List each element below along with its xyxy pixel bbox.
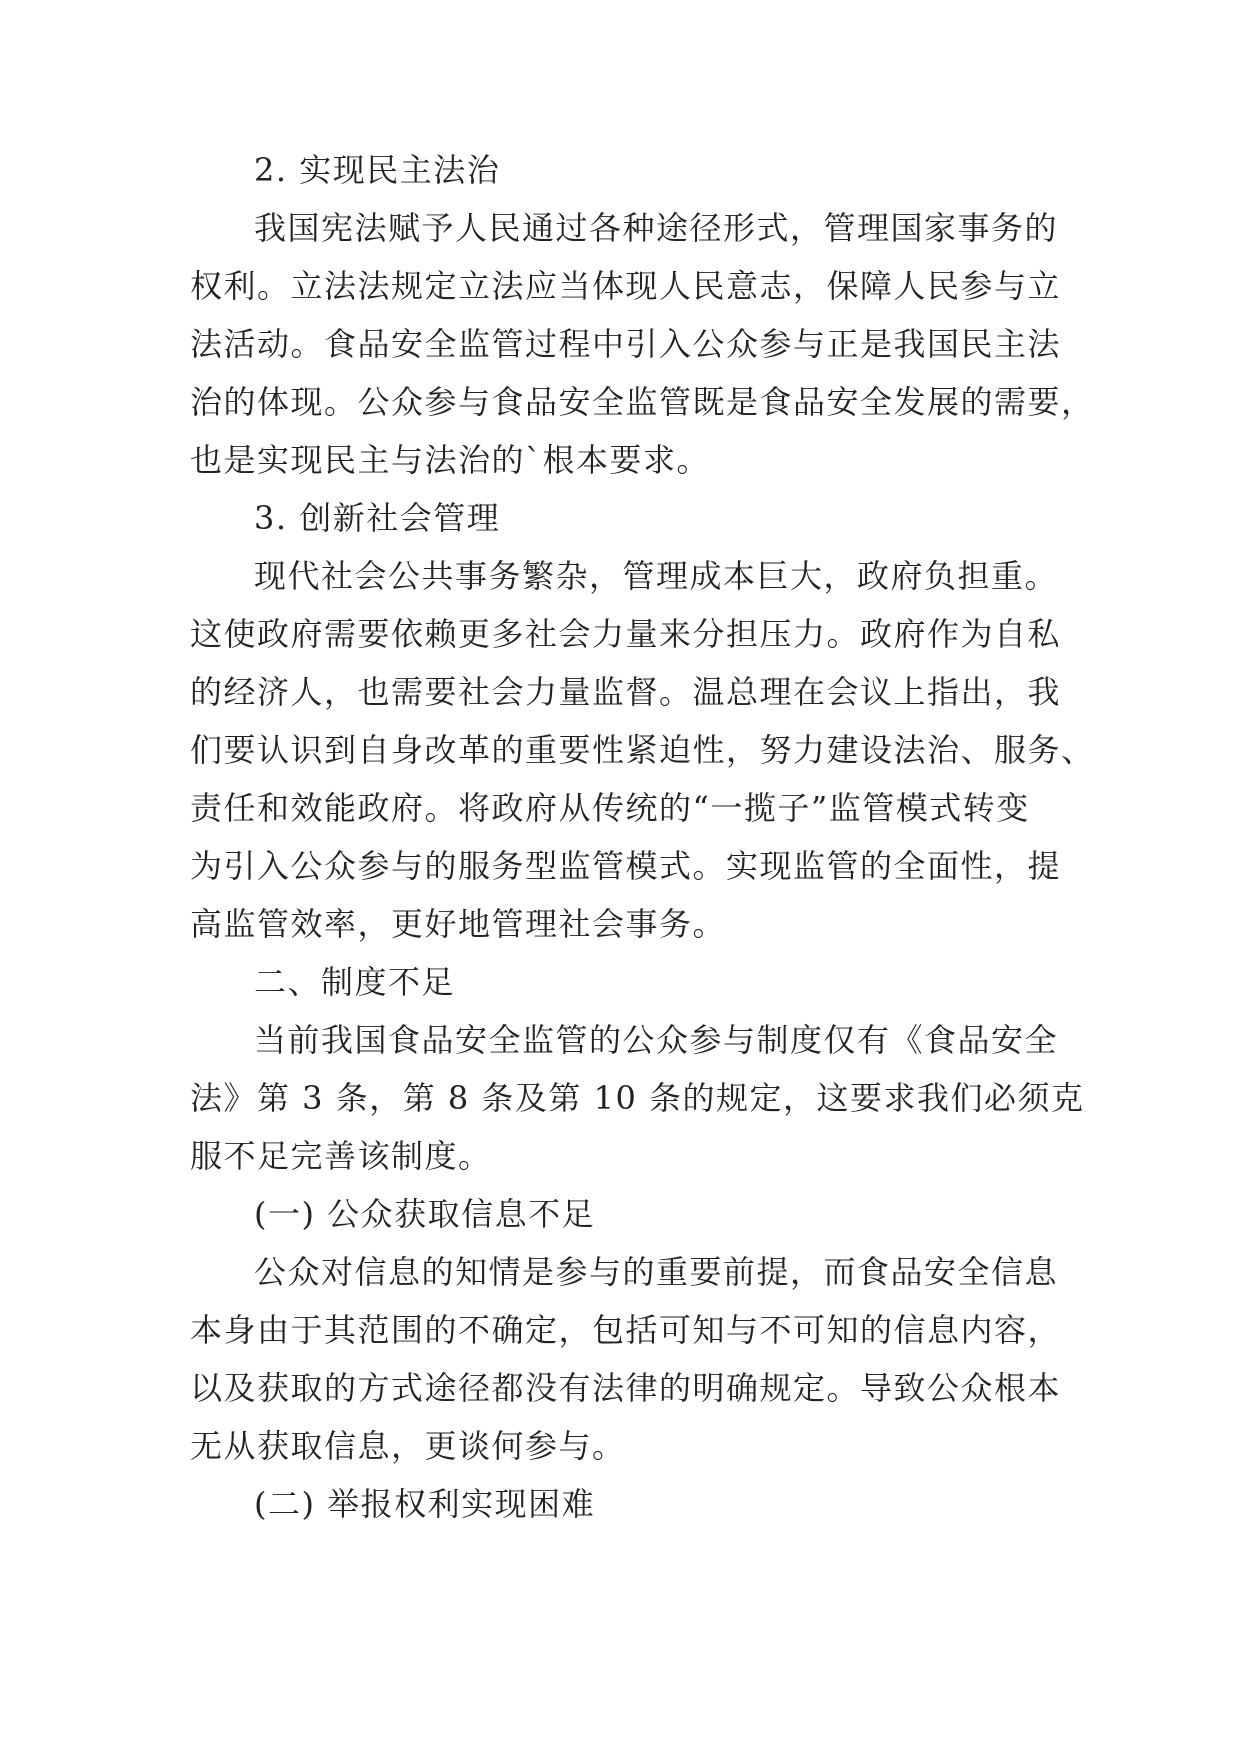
paragraph-line: 现代社会公共事务繁杂，管理成本巨大，政府负担重。: [254, 557, 1059, 595]
paragraph-line: 当前我国食品安全监管的公众参与制度仅有《食品安全: [254, 1021, 1059, 1059]
paragraph-line: 无从获取信息，更谈何参与。: [190, 1427, 626, 1465]
paragraph-line: 法》第 3 条，第 8 条及第 10 条的规定，这要求我们必须克: [190, 1079, 1085, 1117]
section-heading-3: 3. 创新社会管理: [254, 499, 501, 537]
paragraph-line: 服不足完善该制度。: [190, 1137, 492, 1175]
subsection-heading-1: (一) 公众获取信息不足: [254, 1195, 596, 1233]
paragraph-line: 高监管效率，更好地管理社会事务。: [190, 905, 727, 943]
paragraph-line: 为引入公众参与的服务型监管模式。实现监管的全面性，提: [190, 847, 1062, 885]
paragraph-line: 也是实现民主与法治的`根本要求。: [190, 441, 711, 479]
paragraph-line: 这使政府需要依赖更多社会力量来分担压力。政府作为自私: [190, 615, 1062, 653]
paragraph-line: 们要认识到自身改革的重要性紧迫性，努力建设法治、服务、: [190, 731, 1095, 769]
paragraph-line: 的经济人，也需要社会力量监督。温总理在会议上指出，我: [190, 673, 1062, 711]
paragraph-line: 治的体现。公众参与食品安全监管既是食品安全发展的需要，: [190, 383, 1095, 421]
paragraph-line: 权利。立法法规定立法应当体现人民意志，保障人民参与立: [190, 267, 1062, 305]
paragraph-line: 我国宪法赋予人民通过各种途径形式，管理国家事务的: [254, 209, 1059, 247]
paragraph-line: 以及获取的方式途径都没有法律的明确规定。导致公众根本: [190, 1369, 1062, 1407]
paragraph-line: 责任和效能政府。将政府从传统的“一揽子”监管模式转变: [190, 789, 1030, 827]
section-heading-2: 2. 实现民主法治: [254, 151, 501, 189]
subsection-heading-2: (二) 举报权利实现困难: [254, 1485, 596, 1523]
paragraph-line: 公众对信息的知情是参与的重要前提，而食品安全信息: [254, 1253, 1059, 1291]
paragraph-line: 法活动。食品安全监管过程中引入公众参与正是我国民主法: [190, 325, 1062, 363]
paragraph-line: 本身由于其范围的不确定，包括可知与不可知的信息内容，: [190, 1311, 1062, 1349]
part-heading-2: 二、制度不足: [254, 963, 456, 1001]
